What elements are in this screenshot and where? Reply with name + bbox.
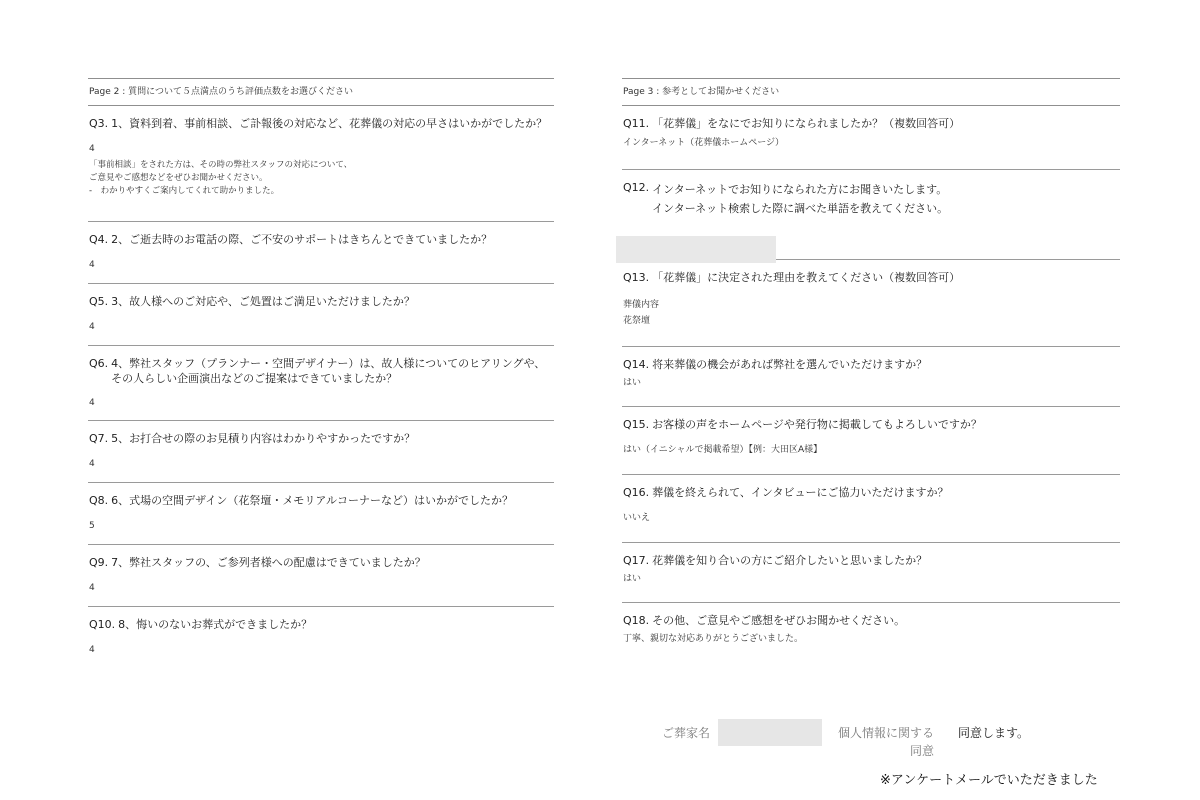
question-number: Q10.: [89, 618, 116, 631]
question-text: 2、ご逝去時のお電話の際、ご不安のサポートはきちんとできていましたか？: [111, 233, 493, 246]
answer-value: 4: [89, 645, 95, 655]
question-q11: [622, 106, 1120, 170]
question-text: インターネットでお知りになられた方にお聞きいたします。 インターネット検索した際に調べた単語を教えてください。: [652, 183, 949, 215]
question-text: 3、故人様へのご対応や、ご処置はご満足いただけましたか？: [111, 295, 415, 308]
answer-value: 4: [89, 398, 95, 408]
question-number: Q15.: [623, 418, 650, 431]
question-q3: [88, 106, 554, 222]
question-q9: [88, 545, 554, 607]
question-number: Q6.: [89, 357, 109, 370]
question-text: 6、式場の空間デザイン（花祭壇・メモリアルコーナーなど）はいかがでしたか？: [111, 494, 513, 507]
question-q17: [622, 543, 1120, 603]
question-number: Q3.: [89, 117, 109, 130]
answer-value: いいえ: [623, 513, 651, 523]
question-text: 将来葬儀の機会があれば弊社を選んでいただけますか？: [652, 358, 928, 371]
question-text: 「花葬儀」に決定された理由を教えてください（複数回答可）: [652, 271, 961, 284]
question-number: Q8.: [89, 494, 109, 507]
question-number: Q5.: [89, 295, 109, 308]
question-number: Q17.: [623, 554, 650, 567]
question-text: 「花葬儀」をなにでお知りになられましたか？（複数回答可）: [652, 117, 961, 130]
question-number: Q4.: [89, 233, 109, 246]
question-text: お客様の声をホームページや発行物に掲載してもよろしいですか？: [652, 418, 982, 431]
answer-value: 5: [89, 521, 95, 531]
question-q8: [88, 483, 554, 545]
question-text: 7、弊社スタッフの、ご参列者様への配慮はできていましたか？: [111, 556, 426, 569]
answer-value: 4: [89, 583, 95, 593]
family-name-label: ご葬家名: [662, 726, 711, 740]
question-number: Q7.: [89, 432, 109, 445]
question-q12: [622, 170, 1120, 260]
question-text: 葬儀を終えられて、インタビューにご協力いただけますか？: [652, 486, 949, 499]
privacy-consent-label: 個人情報に関する 同意: [837, 726, 934, 758]
question-text: 8、悔いのないお葬式ができましたか？: [118, 618, 313, 631]
question-number: Q11.: [623, 117, 650, 130]
answer-value: はい（イニシャルで掲載希望）【例：大田区A様】: [623, 445, 823, 455]
answer-value: はい: [623, 574, 642, 584]
survey-page-3: [622, 78, 1120, 663]
question-q10: [88, 607, 554, 669]
answer-value: はい: [623, 378, 642, 388]
question-number: Q16.: [623, 486, 650, 499]
answer-value: 4: [89, 144, 95, 154]
question-q16: [622, 475, 1120, 543]
survey-page-2: [88, 78, 554, 669]
answer-value: 丁寧、親切な対応ありがとうございました。: [623, 634, 804, 644]
question-number: Q9.: [89, 556, 109, 569]
question-q13: [622, 260, 1120, 347]
page-2-header: Page 2 : 質問について５点満点のうち評価点数をお選びください: [88, 78, 554, 106]
page-3-header: Page 3 : 参考としてお聞かせください: [622, 78, 1120, 106]
question-q18: [622, 603, 1120, 663]
question-q4: [88, 222, 554, 284]
question-q15: [622, 407, 1120, 475]
question-number: Q18.: [623, 614, 650, 627]
answer-value: 4: [89, 322, 95, 332]
question-number: Q12.: [623, 181, 650, 194]
family-name-redacted-box: [718, 719, 822, 746]
question-text: その他、ご意見やご感想をぜひお聞かせください。: [652, 614, 906, 627]
question-text: 5、お打合せの際のお見積り内容はわかりやすかったですか？: [111, 432, 416, 445]
question-q5: [88, 284, 554, 346]
answer-note: 「事前相談」をされた方は、その時の弊社スタッフの対応について、 ご意見やご感想などをぜひお聞かせください。 - わかりやすくご案内してくれて助かりました。: [89, 160, 353, 196]
answer-value: 4: [89, 260, 95, 270]
question-number: Q13.: [623, 271, 650, 284]
question-text: 花葬儀を知り合いの方にご紹介したいと思いましたか？: [652, 554, 928, 567]
search-terms-answer-field: [616, 236, 776, 263]
answer-value: 4: [89, 459, 95, 469]
question-text: 1、資料到着、事前相談、ご訃報後の対応など、花葬儀の対応の早さはいかがでしたか？: [111, 117, 548, 130]
answer-value: インターネット（花葬儀ホームページ）: [623, 138, 785, 148]
question-q14: [622, 347, 1120, 407]
question-q6: [88, 346, 554, 421]
question-number: Q14.: [623, 358, 650, 371]
survey-source-note: ※アンケートメールでいただきました: [880, 773, 1098, 788]
privacy-consent-value: 同意します。: [958, 726, 1030, 740]
question-q7: [88, 421, 554, 483]
answer-value: 葬儀内容 花祭壇: [623, 300, 660, 326]
question-text: 4、弊社スタッフ（プランナー・空間デザイナー）は、故人様についてのヒアリングや、 その人らしい企画演出などのご提案はできていましたか？: [111, 357, 546, 385]
